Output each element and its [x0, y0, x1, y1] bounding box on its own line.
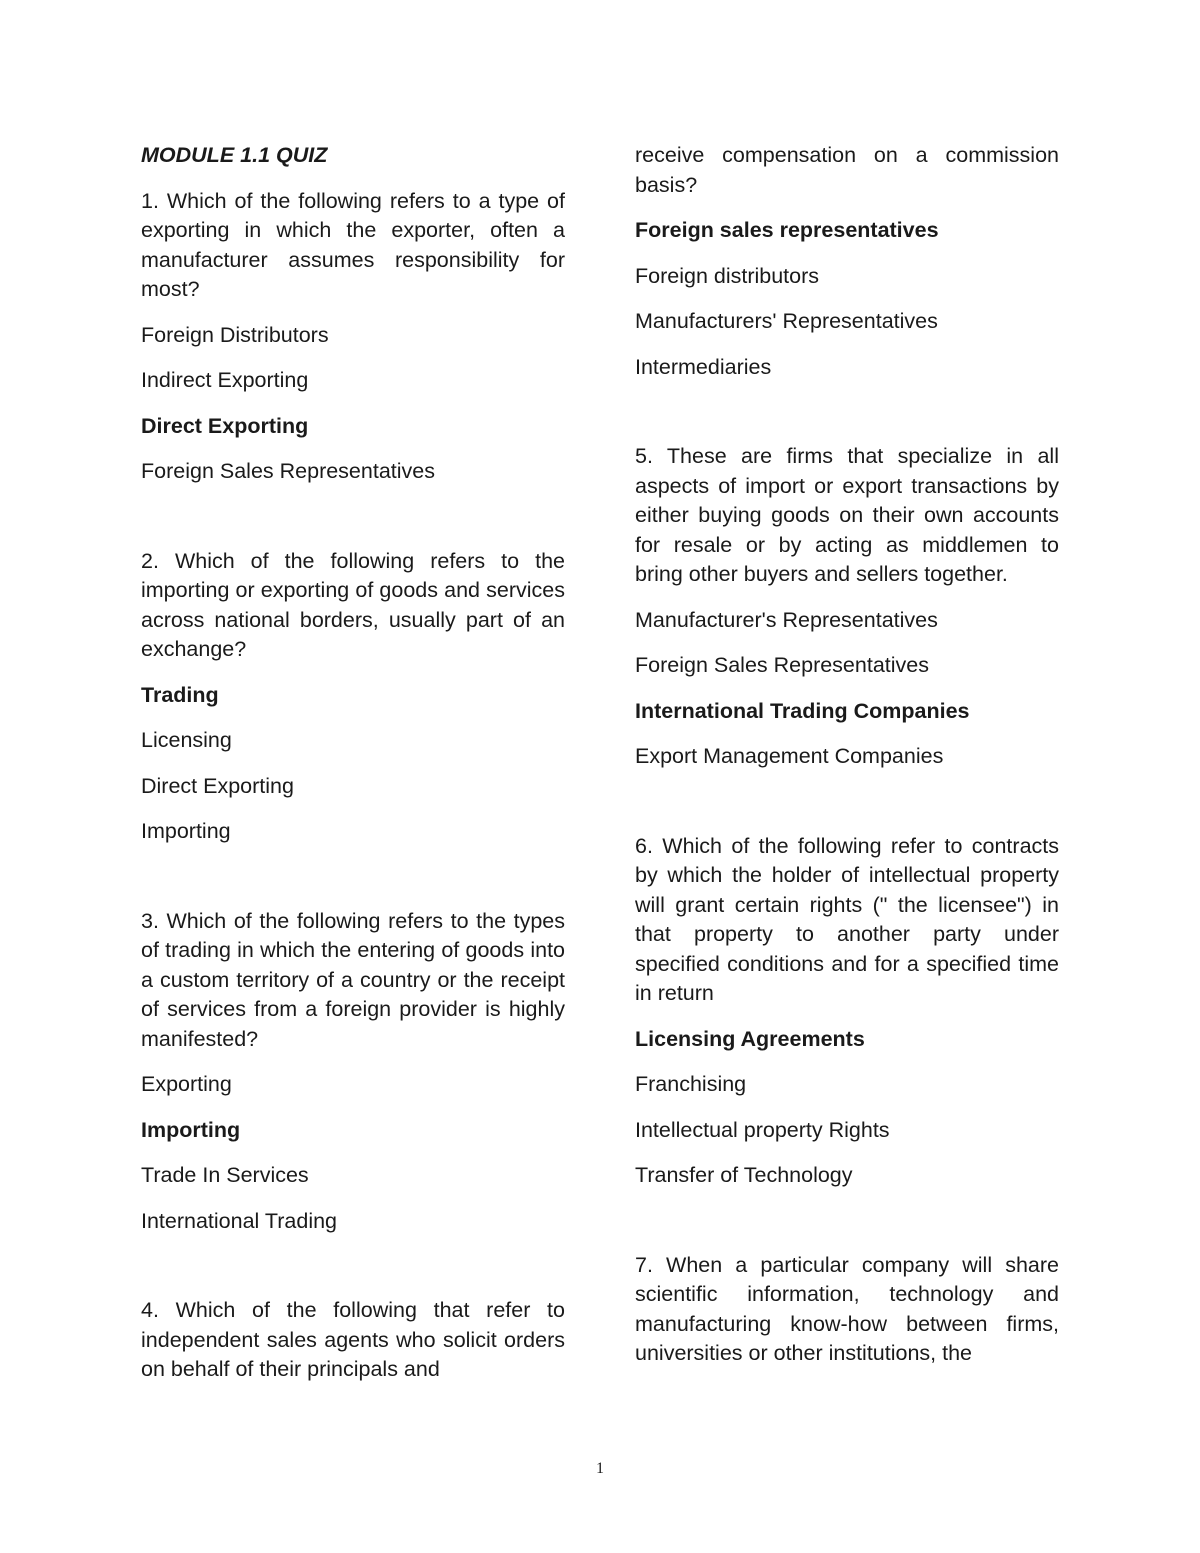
q3-option-c: Trade In Services — [141, 1163, 309, 1187]
spacer — [141, 1252, 565, 1296]
left-column — [141, 141, 565, 1401]
q6-option-c: Intellectual property Rights — [635, 1117, 890, 1142]
q4-answer: Foreign sales representatives — [635, 218, 939, 242]
spacer — [141, 503, 565, 547]
quiz-title: MODULE 1.1 QUIZ — [141, 143, 328, 167]
spacer — [635, 398, 1059, 442]
q4-option-b: Foreign distributors — [635, 263, 820, 288]
q3-answer: Importing — [141, 1117, 241, 1142]
q3-option-d: International Trading — [141, 1208, 338, 1233]
q1-answer: Direct Exporting — [141, 413, 309, 438]
spacer — [635, 788, 1059, 832]
q5-option-d: Export Management Companies — [635, 744, 944, 768]
right-column — [635, 141, 1059, 1385]
spacer — [141, 863, 565, 907]
question-2: 2. Which of the following refers to the importing or exporting of goods and services across national borders, usually part of an exchange? — [141, 548, 565, 661]
q1-option-d: Foreign Sales Representatives — [141, 459, 435, 483]
q4-option-d: Intermediaries — [635, 354, 772, 379]
q1-option-b: Indirect Exporting — [141, 368, 309, 392]
question-4-continued: receive compensation on a commission basis? — [635, 143, 1059, 197]
q6-answer: Licensing Agreements — [635, 1026, 865, 1051]
q2-option-b: Licensing — [141, 728, 232, 752]
q5-option-a: Manufacturer's Representatives — [635, 607, 938, 632]
q2-option-d: Importing — [141, 819, 231, 843]
q5-answer: International Trading Companies — [635, 698, 970, 723]
question-6: 6. Which of the following refer to contracts by which the holder of intellectual property will grant certain rights (" the licensee") in that property to another party under specified conditions and for a specified time in return — [635, 833, 1059, 1005]
question-7: 7. When a particular company will share scientific information, technology and manufacturing know-how between firms, universities or other institutions, the — [635, 1252, 1059, 1365]
question-4: 4. Which of the following that refer to independent sales agents who solicit orders on behalf of their principals and — [141, 1298, 565, 1381]
q4-option-c: Manufacturers' Representatives — [635, 309, 938, 333]
question-1: 1. Which of the following refers to a type of exporting in which the exporter, often a manufacturer assumes responsibility for most? — [141, 188, 565, 301]
q3-option-a: Exporting — [141, 1072, 232, 1096]
q6-option-d: Transfer of Technology — [635, 1163, 853, 1187]
q5-option-b: Foreign Sales Representatives — [635, 653, 929, 677]
q1-option-a: Foreign Distributors — [141, 322, 329, 347]
spacer — [635, 1207, 1059, 1251]
question-5: 5. These are firms that specialize in all aspects of import or export transactions by either buying goods on their own accounts for resale or by acting as middlemen to bring other buyers and sellers together. — [635, 444, 1059, 586]
q2-option-c: Direct Exporting — [141, 773, 294, 798]
q6-option-b: Franchising — [635, 1072, 747, 1096]
question-3: 3. Which of the following refers to the types of trading in which the entering of goods into a custom territory of a country or the receipt of services from a foreign provider is highly manifested? — [141, 908, 565, 1051]
q2-answer: Trading — [141, 682, 219, 707]
page-number: 1 — [596, 1460, 604, 1477]
